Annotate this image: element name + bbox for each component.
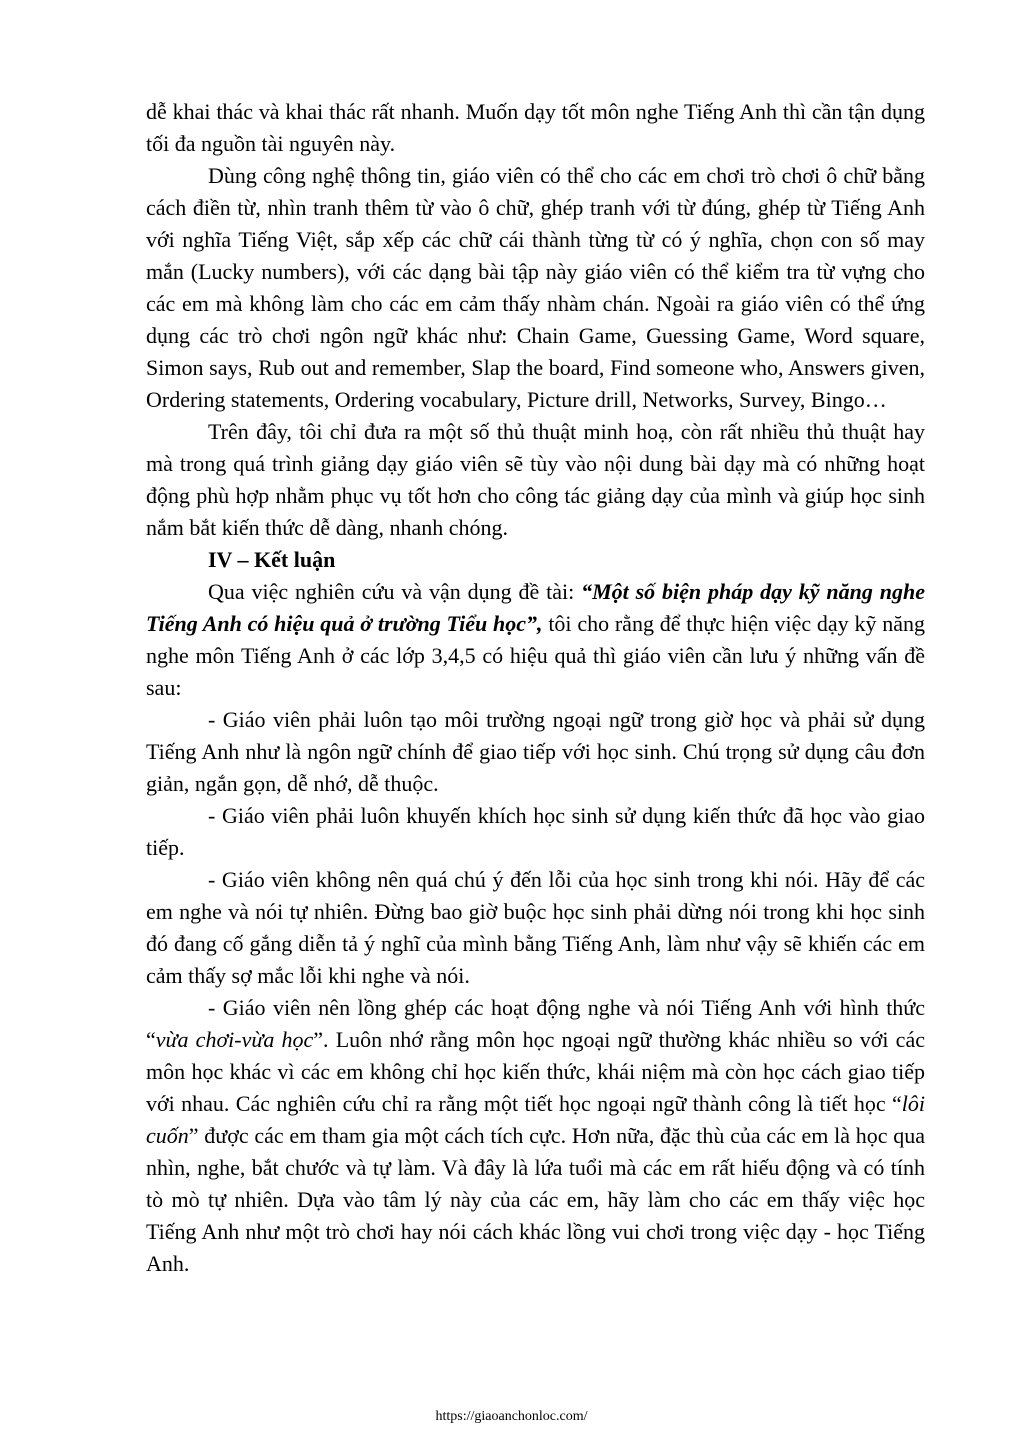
bullet-4-emphasis-2: lôi cuốn	[146, 1091, 925, 1148]
conclusion-intro-text: Qua việc nghiên cứu và vận dụng đề tài:	[208, 579, 582, 604]
footer-url-link[interactable]: https://giaoanchonloc.com/	[435, 1409, 588, 1424]
bullet-item-4	[146, 992, 925, 1280]
paragraph-continuation: dễ khai thác và khai thác rất nhanh. Muốn dạy tốt môn nghe Tiếng Anh thì cần tận dụng tối đa nguồn tài nguyên này.	[146, 99, 925, 156]
paragraph-conclusion-intro	[146, 576, 925, 704]
bullet-4-text-end: ” được các em tham gia một cách tích cực. Hơn nữa, đặc thù của các em là học qua nhìn, nghe, bắt chước và tự làm. Và đây là lứa tuổi mà các em rất hiếu động và có tính tò mò tự nhiên. Dựa vào tâm lý này của các em, hãy làm cho các em thấy việc học Tiếng Anh như một trò chơi hay nói cách khác lồng vui chơi trong việc dạy - học Tiếng Anh.	[146, 1123, 925, 1276]
topic-title: “Một số biện pháp dạy kỹ năng nghe Tiếng Anh có hiệu quả ở trường Tiểu học”,	[146, 579, 925, 636]
bullet-item-3: - Giáo viên không nên quá chú ý đến lỗi của học sinh trong khi nói. Hãy để các em nghe và nói tự nhiên. Đừng bao giờ buộc học sinh phải dừng nói trong khi học sinh đó đang cố gắng diễn tả ý nghĩ của mình bằng Tiếng Anh, làm như vậy sẽ khiến các em cảm thấy sợ mắc lỗi khi nghe và nói.	[146, 867, 925, 988]
conclusion-intro-text-continued: tôi cho rằng để thực hiện việc dạy kỹ năng nghe môn Tiếng Anh ở các lớp 3,4,5 có hiệu quả thì giáo viên cần lưu ý những vấn đề sau:	[146, 611, 925, 700]
bullet-4-emphasis: vừa chơi-vừa học	[155, 1027, 314, 1052]
bullet-4-text: - Giáo viên nên lồng ghép các hoạt động nghe và nói Tiếng Anh với hình thức “	[146, 995, 925, 1052]
bullet-4-text-continued: ”. Luôn nhớ rằng môn học ngoại ngữ thường khác nhiều so với các môn học khác vì các em không chỉ học kiến thức, khái niệm mà còn học cách giao tiếp với nhau. Các nghiên cứu chỉ ra rằng một tiết học ngoại ngữ thành công là tiết học “	[146, 1027, 925, 1116]
page-footer	[0, 1408, 1023, 1426]
document-body	[146, 96, 925, 1280]
paragraph-it-games: Dùng công nghệ thông tin, giáo viên có thể cho các em chơi trò chơi ô chữ bằng cách điền từ, nhìn tranh thêm từ vào ô chữ, ghép tranh với từ đúng, ghép từ Tiếng Anh với nghĩa Tiếng Việt, sắp xếp các chữ cái thành từng từ có ý nghĩa, chọn con số may mắn (Lucky numbers), với các dạng bài tập này giáo viên có thể kiểm tra từ vựng cho các em mà không làm cho các em cảm thấy nhàm chán. Ngoài ra giáo viên có thể ứng dụng các trò chơi ngôn ngữ khác như: Chain Game, Guessing Game, Word square, Simon says, Rub out and remember, Slap the board, Find someone who, Answers given, Ordering statements, Ordering vocabulary, Picture drill, Networks, Survey, Bingo…	[146, 163, 925, 412]
bullet-item-1: - Giáo viên phải luôn tạo môi trường ngoại ngữ trong giờ học và phải sử dụng Tiếng Anh như là ngôn ngữ chính để giao tiếp với học sinh. Chú trọng sử dụng câu đơn giản, ngắn gọn, dễ nhớ, dễ thuộc.	[146, 707, 925, 796]
section-heading-conclusion: IV – Kết luận	[208, 547, 336, 572]
bullet-item-2: - Giáo viên phải luôn khuyến khích học sinh sử dụng kiến thức đã học vào giao tiếp.	[146, 803, 925, 860]
paragraph-summary: Trên đây, tôi chỉ đưa ra một số thủ thuật minh hoạ, còn rất nhiều thủ thuật hay mà trong quá trình giảng dạy giáo viên sẽ tùy vào nội dung bài dạy mà có những hoạt động phù hợp nhằm phục vụ tốt hơn cho công tác giảng dạy của mình và giúp học sinh nắm bắt kiến thức dễ dàng, nhanh chóng.	[146, 419, 925, 540]
